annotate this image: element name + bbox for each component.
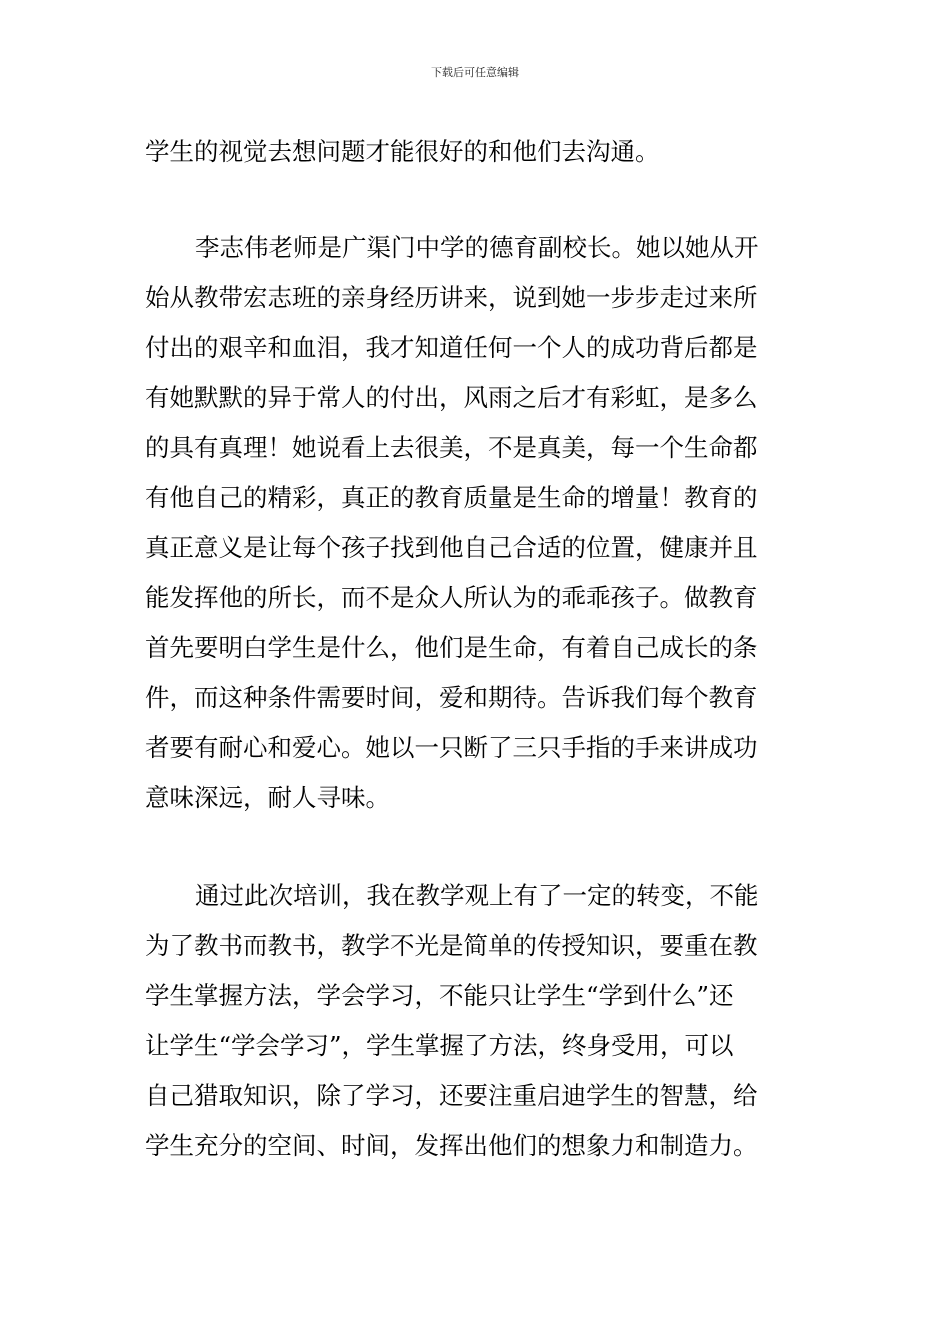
paragraph-2-line-6: 有他自己的精彩，真正的教育质量是生命的增量！教育的	[145, 483, 758, 512]
paragraph-3-line-3: 学生掌握方法，学会学习，不能只让学生“学到什么”还	[145, 981, 734, 1010]
paragraph-2-line-2: 始从教带宏志班的亲身经历讲来，说到她一步步走过来所	[145, 283, 758, 312]
paragraph-3-line-1: 通过此次培训，我在教学观上有了一定的转变，不能	[195, 881, 759, 910]
paragraph-3-line-5: 自己猎取知识，除了学习，还要注重启迪学生的智慧，给	[145, 1081, 758, 1110]
paragraph-2-line-3: 付出的艰辛和血泪，我才知道任何一个人的成功背后都是	[145, 333, 758, 362]
paragraph-2-line-12: 意味深远，耐人寻味。	[145, 783, 390, 812]
paragraph-2-line-5: 的具有真理！她说看上去很美，不是真美，每一个生命都	[145, 433, 758, 462]
paragraph-3-line-2: 为了教书而教书，教学不光是简单的传授知识，要重在教	[145, 931, 758, 960]
paragraph-3-line-4: 让学生“学会学习”，学生掌握了方法，终身受用，可以	[145, 1031, 734, 1060]
paragraph-3-line-6: 学生充分的空间、时间，发挥出他们的想象力和制造力。	[145, 1131, 758, 1160]
paragraph-2-line-9: 首先要明白学生是什么，他们是生命，有着自己成长的条	[145, 633, 758, 662]
paragraph-1-line-1: 学生的视觉去想问题才能很好的和他们去沟通。	[145, 137, 660, 166]
paragraph-2-line-10: 件，而这种条件需要时间，爱和期待。告诉我们每个教育	[145, 683, 758, 712]
paragraph-2-line-4: 有她默默的异于常人的付出，风雨之后才有彩虹，是多么	[145, 383, 758, 412]
page-header-note: 下载后可任意编辑	[431, 66, 519, 79]
paragraph-2-line-1: 李志伟老师是广渠门中学的德育副校长。她以她从开	[195, 233, 759, 262]
paragraph-2-line-8: 能发挥他的所长，而不是众人所认为的乖乖孩子。做教育	[145, 583, 758, 612]
paragraph-2-line-7: 真正意义是让每个孩子找到他自己合适的位置，健康并且	[145, 533, 758, 562]
paragraph-2-line-11: 者要有耐心和爱心。她以一只断了三只手指的手来讲成功	[145, 733, 758, 762]
